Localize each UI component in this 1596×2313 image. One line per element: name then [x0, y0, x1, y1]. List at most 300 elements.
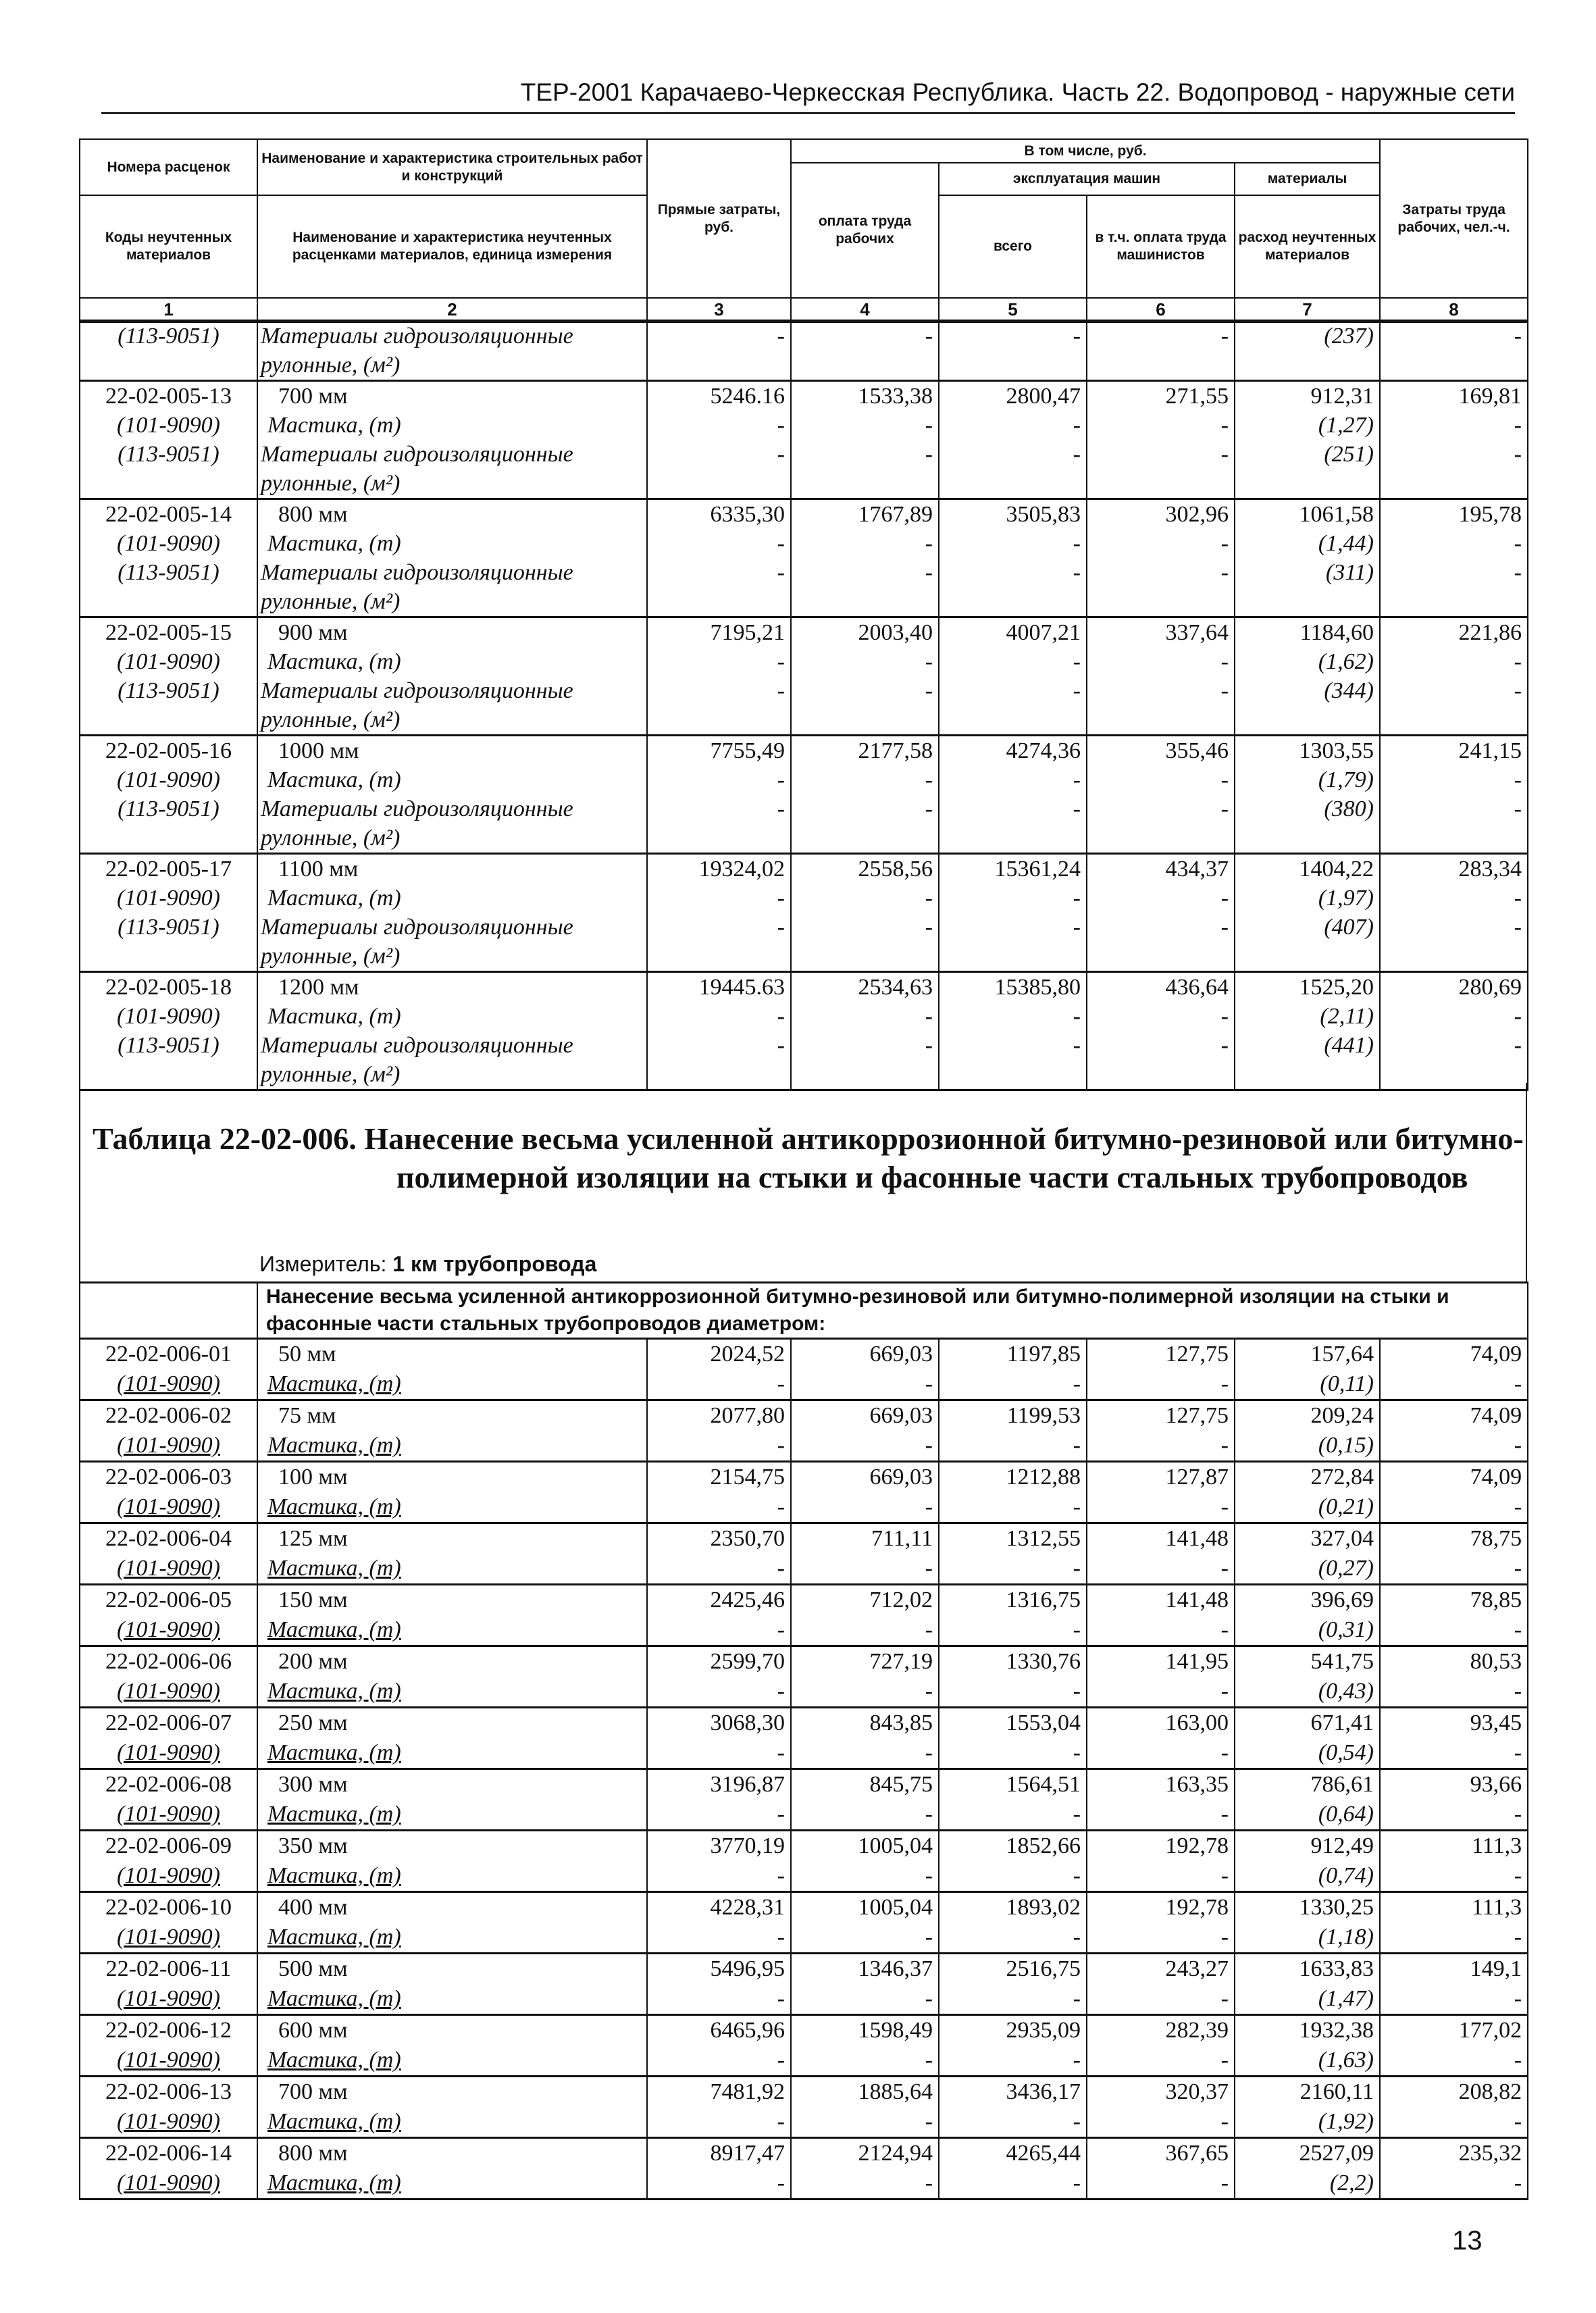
value: 355,46	[1165, 738, 1229, 763]
material-name: Материалы гидроизоляционные рулонные, (м²)	[261, 442, 573, 496]
value-cell	[1380, 736, 1528, 854]
material-quantity: (0,11)	[1320, 1371, 1374, 1396]
column-number: 6	[1087, 298, 1235, 322]
spacer	[792, 351, 938, 380]
value-cell	[1235, 321, 1380, 381]
material-code: (101-9090)	[117, 1925, 220, 1950]
value-cell	[1087, 1339, 1235, 1400]
value: -	[777, 324, 785, 349]
value-cell	[939, 1954, 1087, 2015]
name-cell	[257, 736, 647, 854]
rate-code: (113-9051)	[118, 796, 220, 821]
spacer	[1087, 705, 1234, 734]
spacer	[648, 469, 790, 498]
material-code: (101-9090)	[117, 1863, 220, 1888]
value: -	[1220, 886, 1229, 911]
material-name: Мастика, (т)	[267, 886, 401, 911]
material-name: Мастика, (т)	[267, 1494, 401, 1519]
value-cell	[791, 2015, 939, 2077]
value: 192,78	[1165, 1833, 1229, 1858]
value: 74,09	[1470, 1465, 1522, 1490]
dash: -	[1514, 1740, 1522, 1765]
value-cell	[647, 499, 791, 617]
spacer	[939, 705, 1086, 734]
value-cell	[1087, 499, 1235, 617]
value: 235,32	[1458, 2141, 1522, 2166]
value: 78,75	[1470, 1526, 1522, 1551]
code-cell	[80, 1462, 257, 1523]
rate-code: 22-02-005-17	[105, 857, 232, 882]
code-cell	[80, 321, 257, 381]
col-header-material-names: Наименование и характеристика неучтенных расценками материалов, единица измерения	[257, 195, 647, 298]
work-name: 1000 мм	[278, 738, 359, 763]
column-number: 1	[80, 298, 257, 322]
value-cell	[647, 1462, 791, 1523]
material-quantity: (0,31)	[1318, 1617, 1374, 1642]
spacer	[1381, 942, 1527, 971]
material-quantity: (2,2)	[1329, 2170, 1374, 2195]
value: -	[925, 442, 933, 467]
value-cell	[1087, 1892, 1235, 1954]
value-cell	[1380, 2138, 1528, 2200]
value-cell	[647, 1400, 791, 1462]
material-code: (101-9090)	[117, 2170, 220, 2195]
name-cell	[257, 1339, 647, 1400]
dash: -	[1514, 1371, 1522, 1396]
value-cell	[939, 1646, 1087, 1708]
value-cell	[1235, 2138, 1380, 2200]
code-cell	[80, 2077, 257, 2138]
rate-code: 22-02-006-04	[105, 1526, 232, 1551]
value: -	[777, 1004, 785, 1029]
dash: -	[777, 1494, 785, 1519]
dash: -	[1073, 1802, 1081, 1827]
value-cell	[791, 854, 939, 972]
value: 127,87	[1165, 1465, 1229, 1490]
value-cell	[1235, 2015, 1380, 2077]
material-name: Мастика, (т)	[267, 531, 401, 556]
spacer	[1381, 587, 1527, 616]
value: -	[1073, 413, 1081, 438]
work-name: 900 мм	[278, 620, 348, 645]
material-code: (101-9090)	[117, 2048, 220, 2073]
value: -	[1514, 649, 1522, 674]
material-name: Мастика, (т)	[267, 1802, 401, 1827]
value-cell	[791, 617, 939, 736]
column-number: 5	[939, 298, 1087, 322]
value-cell	[647, 1585, 791, 1646]
rate-code: 22-02-005-14	[105, 502, 232, 527]
value: (1,79)	[1318, 767, 1374, 792]
rate-code: (101-9090)	[117, 413, 220, 438]
value: 1553,04	[1006, 1710, 1081, 1735]
material-name: Мастика, (т)	[267, 2048, 401, 2073]
value: 1633,83	[1299, 1956, 1374, 1981]
spacer	[1381, 823, 1527, 853]
value: 221,86	[1458, 620, 1522, 645]
value: -	[1220, 413, 1229, 438]
value: -	[1073, 560, 1081, 585]
material-code: (101-9090)	[117, 1740, 220, 1765]
dash: -	[925, 1802, 933, 1827]
dash: -	[777, 1433, 785, 1458]
value-cell	[647, 2138, 791, 2200]
value: 912,31	[1310, 384, 1374, 409]
value-cell	[1380, 854, 1528, 972]
value-cell	[939, 2077, 1087, 2138]
rate-code: (113-9051)	[118, 442, 220, 467]
pipe-diameter: 125 мм	[278, 1526, 348, 1551]
table-row	[80, 1708, 1528, 1769]
material-name: Материалы гидроизоляционные рулонные, (м²)	[261, 678, 573, 732]
spacer	[1235, 587, 1379, 616]
dash: -	[1073, 1556, 1081, 1581]
code-cell	[80, 1400, 257, 1462]
value: 320,37	[1165, 2079, 1229, 2104]
spacer	[1381, 469, 1527, 498]
value: 4265,44	[1006, 2141, 1081, 2166]
value: (1,62)	[1318, 649, 1374, 674]
value: -	[777, 442, 785, 467]
value: 1404,22	[1299, 857, 1374, 882]
value: 1564,51	[1006, 1772, 1081, 1797]
rate-code: (113-9051)	[118, 1033, 220, 1058]
value: 141,48	[1165, 1587, 1229, 1612]
rate-code: 22-02-005-15	[105, 620, 232, 645]
value: 712,02	[869, 1587, 933, 1612]
rates-table-22-02-005	[79, 320, 1528, 1091]
measure-value: 1 км трубопровода	[392, 1252, 597, 1276]
value: 6465,96	[710, 2018, 785, 2043]
value: 786,61	[1310, 1772, 1374, 1797]
value: 2935,09	[1006, 2018, 1081, 2043]
material-code: (101-9090)	[117, 1802, 220, 1827]
value-cell	[1235, 617, 1380, 736]
value: 93,66	[1470, 1772, 1522, 1797]
dash: -	[1220, 1740, 1229, 1765]
value-cell	[939, 2015, 1087, 2077]
value: 1184,60	[1299, 620, 1374, 645]
value-cell	[939, 1708, 1087, 1769]
name-cell	[257, 1831, 647, 1892]
name-cell	[257, 1400, 647, 1462]
material-quantity: (0,74)	[1318, 1863, 1374, 1888]
value-cell	[791, 1954, 939, 2015]
rate-code: 22-02-005-13	[105, 384, 232, 409]
material-name: Мастика, (т)	[267, 1371, 401, 1396]
value-cell	[647, 1954, 791, 2015]
value: -	[1220, 678, 1229, 703]
value-cell	[1087, 1954, 1235, 2015]
value-cell	[1235, 1462, 1380, 1523]
value: 727,19	[869, 1649, 933, 1674]
value: 271,55	[1165, 384, 1229, 409]
rate-code: (101-9090)	[117, 767, 220, 792]
value-cell	[939, 321, 1087, 381]
material-quantity: (0,15)	[1318, 1433, 1374, 1458]
table-row	[80, 381, 1528, 499]
pipe-diameter: 100 мм	[278, 1465, 348, 1490]
name-cell	[257, 1708, 647, 1769]
value: 2077,80	[710, 1403, 785, 1428]
pipe-diameter: 75 мм	[278, 1403, 336, 1428]
spacer	[939, 942, 1086, 971]
value: (1,44)	[1318, 531, 1374, 556]
value: 163,35	[1165, 1772, 1229, 1797]
value: 1312,55	[1006, 1526, 1081, 1551]
value-cell	[939, 1769, 1087, 1831]
code-cell	[80, 1892, 257, 1954]
value: 2154,75	[710, 1465, 785, 1490]
code-cell	[80, 381, 257, 499]
dash: -	[1220, 1371, 1229, 1396]
value-cell	[647, 1892, 791, 1954]
rate-code: (113-9051)	[118, 324, 220, 349]
value: 1767,89	[858, 502, 933, 527]
table-row	[80, 1646, 1528, 1708]
value: 669,03	[869, 1465, 933, 1490]
value-cell	[647, 1339, 791, 1400]
rate-code: (101-9090)	[117, 886, 220, 911]
rate-code: (113-9051)	[118, 560, 220, 585]
table-row	[80, 1954, 1528, 2015]
value: -	[1514, 678, 1522, 703]
value: -	[1220, 442, 1229, 467]
value-cell	[1087, 1708, 1235, 1769]
name-cell	[257, 1646, 647, 1708]
dash: -	[777, 1371, 785, 1396]
rate-code: 22-02-006-14	[105, 2141, 232, 2166]
dash: -	[925, 2170, 933, 2195]
code-cell	[80, 1339, 257, 1400]
value: 434,37	[1165, 857, 1229, 882]
material-name: Материалы гидроизоляционные рулонные, (м²)	[261, 324, 573, 378]
value: 272,84	[1310, 1465, 1374, 1490]
value: 3505,83	[1006, 502, 1081, 527]
material-name: Мастика, (т)	[267, 649, 401, 674]
dash: -	[1073, 1679, 1081, 1704]
value: 302,96	[1165, 502, 1229, 527]
col-header-group: В том числе, руб.	[791, 139, 1380, 163]
dash: -	[1220, 1679, 1229, 1704]
table-row	[80, 1585, 1528, 1646]
table-row	[80, 1400, 1528, 1462]
material-name: Материалы гидроизоляционные рулонные, (м²)	[261, 796, 573, 850]
value: -	[925, 1033, 933, 1058]
pipe-diameter: 200 мм	[278, 1649, 348, 1674]
dash: -	[777, 2048, 785, 2073]
material-code: (101-9090)	[117, 1556, 220, 1581]
value: 192,78	[1165, 1895, 1229, 1920]
value-cell	[791, 2138, 939, 2200]
spacer	[80, 942, 257, 971]
dash: -	[777, 1863, 785, 1888]
value: -	[777, 531, 785, 556]
dash: -	[1220, 1986, 1229, 2011]
value: 6335,30	[710, 502, 785, 527]
work-name: 800 мм	[278, 502, 348, 527]
value-cell	[791, 1892, 939, 1954]
value: -	[925, 767, 933, 792]
value: 141,95	[1165, 1649, 1229, 1674]
value-cell	[1235, 1339, 1380, 1400]
table-22-02-006-title-block	[79, 1083, 1527, 1282]
material-name: Мастика, (т)	[267, 2170, 401, 2195]
dash: -	[1073, 2170, 1081, 2195]
material-name: Мастика, (т)	[267, 1679, 401, 1704]
value: (1,97)	[1318, 886, 1374, 911]
value: 669,03	[869, 1342, 933, 1367]
value-cell	[1380, 1462, 1528, 1523]
value-cell	[939, 1462, 1087, 1523]
value-cell	[1235, 1523, 1380, 1585]
table-row	[80, 617, 1528, 736]
value: -	[925, 531, 933, 556]
rate-code: 22-02-006-13	[105, 2079, 232, 2104]
spacer	[1235, 705, 1379, 734]
material-name: Материалы гидроизоляционные рулонные, (м²)	[261, 560, 573, 614]
value: -	[1073, 324, 1081, 349]
spacer	[939, 469, 1086, 498]
name-cell	[257, 1769, 647, 1831]
value: 7195,21	[710, 620, 785, 645]
name-cell	[257, 321, 647, 381]
spacer	[1087, 351, 1234, 380]
material-code: (101-9090)	[117, 1371, 220, 1396]
value: -	[1220, 649, 1229, 674]
code-cell	[80, 1585, 257, 1646]
value: 1197,85	[1006, 1342, 1081, 1367]
value: 1346,37	[858, 1956, 933, 1981]
rate-code: 22-02-006-08	[105, 1772, 232, 1797]
value: -	[1073, 886, 1081, 911]
material-code: (101-9090)	[117, 1617, 220, 1642]
value-cell	[1087, 736, 1235, 854]
dash: -	[1514, 1863, 1522, 1888]
value-cell	[791, 1831, 939, 1892]
value-cell	[1087, 617, 1235, 736]
value: (441)	[1324, 1033, 1374, 1058]
value-cell	[1380, 1708, 1528, 1769]
value-cell	[647, 2015, 791, 2077]
value: -	[1514, 886, 1522, 911]
value: -	[777, 1033, 785, 1058]
dash: -	[1073, 1925, 1081, 1950]
value: -	[777, 560, 785, 585]
col-header-machines-total: всего	[939, 195, 1087, 298]
value-cell	[1235, 1892, 1380, 1954]
dash: -	[777, 1556, 785, 1581]
value: -	[1220, 324, 1229, 349]
value-cell	[939, 1339, 1087, 1400]
rate-code: 22-02-006-10	[105, 1895, 232, 1920]
value: 1893,02	[1006, 1895, 1081, 1920]
table-title: Таблица 22-02-006. Нанесение весьма усиленной антикоррозионной битумно-резиновой или битумно-полимерной изоляции на стыки и фасонные части стальных трубопроводов	[93, 1121, 1524, 1194]
value: 1005,04	[858, 1895, 933, 1920]
value: 912,49	[1310, 1833, 1374, 1858]
value-cell	[647, 972, 791, 1090]
value-cell	[791, 972, 939, 1090]
value: 4228,31	[710, 1895, 785, 1920]
value: 1525,20	[1299, 975, 1374, 1000]
value-cell	[791, 1462, 939, 1523]
value-cell	[1380, 972, 1528, 1090]
dash: -	[1514, 1617, 1522, 1642]
pipe-diameter: 700 мм	[278, 2079, 348, 2104]
value-cell	[1087, 1831, 1235, 1892]
spacer	[648, 351, 790, 380]
value: -	[1220, 531, 1229, 556]
value: -	[1073, 531, 1081, 556]
value-cell	[939, 1523, 1087, 1585]
value: 157,64	[1310, 1342, 1374, 1367]
table-subtitle: Нанесение весьма усиленной антикоррозионной битумно-резиновой или битумно-полимерной изоляции на стыки и фасонные части стальных трубопроводов диаметром:	[257, 1283, 1528, 1339]
value: 127,75	[1165, 1342, 1229, 1367]
code-cell	[80, 1769, 257, 1831]
dash: -	[1220, 2109, 1229, 2134]
value: -	[1514, 1033, 1522, 1058]
name-cell	[257, 381, 647, 499]
value: 669,03	[869, 1403, 933, 1428]
spacer	[648, 587, 790, 616]
pipe-diameter: 500 мм	[278, 1956, 348, 1981]
dash: -	[925, 2109, 933, 2134]
value: -	[1514, 531, 1522, 556]
value-cell	[1087, 2138, 1235, 2200]
value-cell	[1087, 381, 1235, 499]
running-header: ТЕР-2001 Карачаево-Черкесская Республика. Часть 22. Водопровод - наружные сети	[101, 76, 1515, 114]
dash: -	[925, 1679, 933, 1704]
table-row	[80, 736, 1528, 854]
code-cell	[80, 1954, 257, 2015]
value: 2160,11	[1299, 2079, 1374, 2104]
value-cell	[647, 736, 791, 854]
dash: -	[1514, 1802, 1522, 1827]
value-cell	[1087, 2077, 1235, 2138]
page-number: 13	[1452, 2226, 1483, 2256]
spacer	[939, 587, 1086, 616]
pipe-diameter: 250 мм	[278, 1710, 348, 1735]
name-cell	[257, 2077, 647, 2138]
dash: -	[925, 1925, 933, 1950]
dash: -	[925, 1863, 933, 1888]
value: 1932,38	[1299, 2018, 1374, 2043]
rate-code: 22-02-006-11	[105, 1956, 232, 1981]
value-cell	[791, 1708, 939, 1769]
spacer	[1087, 942, 1234, 971]
value: 843,85	[869, 1710, 933, 1735]
value-cell	[939, 499, 1087, 617]
work-name: 700 мм	[278, 384, 348, 409]
subtitle-empty-cell	[80, 1283, 257, 1339]
value: 2350,70	[710, 1526, 785, 1551]
col-header-materials: материалы	[1235, 163, 1380, 195]
value: -	[1220, 915, 1229, 940]
value: 209,24	[1310, 1403, 1374, 1428]
value-cell	[791, 1769, 939, 1831]
value-cell	[1380, 1769, 1528, 1831]
value: -	[925, 796, 933, 821]
dash: -	[1514, 1433, 1522, 1458]
spacer	[648, 823, 790, 853]
value: -	[1514, 915, 1522, 940]
value: -	[777, 886, 785, 911]
value: 396,69	[1310, 1587, 1374, 1612]
code-cell	[80, 1831, 257, 1892]
value: 5246.16	[710, 384, 785, 409]
dash: -	[1514, 2109, 1522, 2134]
value-cell	[1235, 854, 1380, 972]
